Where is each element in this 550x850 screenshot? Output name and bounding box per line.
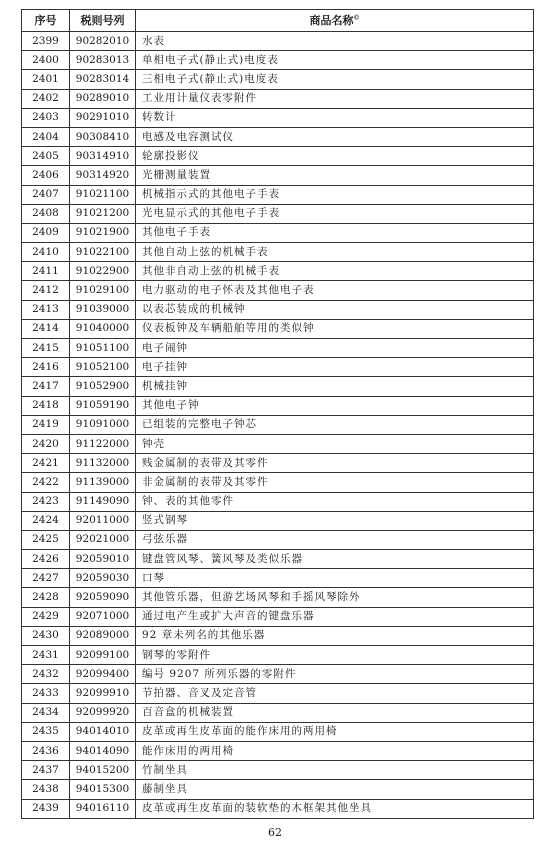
row-seq: 2415: [22, 339, 70, 358]
header-name: [136, 10, 534, 32]
row-code: 92059090: [70, 588, 136, 607]
row-seq: 2434: [22, 703, 70, 722]
row-code: 91059190: [70, 396, 136, 415]
table-row: [22, 454, 534, 473]
page-number: 62: [268, 826, 282, 839]
row-code: 94016110: [70, 799, 136, 818]
row-name: 编号 9207 所列乐器的零附件: [136, 665, 534, 684]
row-name: 光电显示式的其他电子手表: [136, 204, 534, 223]
table-row: [22, 646, 534, 665]
row-code: 94015200: [70, 761, 136, 780]
row-name: 转数计: [136, 108, 534, 127]
row-name: 机械指示式的其他电子手表: [136, 185, 534, 204]
row-name: 92 章未列名的其他乐器: [136, 626, 534, 645]
row-code: 91021100: [70, 185, 136, 204]
row-name: 竹制坐具: [136, 761, 534, 780]
row-code: 91039000: [70, 300, 136, 319]
row-seq: 2425: [22, 530, 70, 549]
row-name: 钟、表的其他零件: [136, 492, 534, 511]
table-row: [22, 607, 534, 626]
table-row: [22, 492, 534, 511]
table-row: [22, 223, 534, 242]
table-row: [22, 358, 534, 377]
table-row: [22, 377, 534, 396]
table-row: [22, 569, 534, 588]
row-seq: 2428: [22, 588, 70, 607]
row-name: 其他自动上弦的机械手表: [136, 243, 534, 262]
row-name: 百音盒的机械装置: [136, 703, 534, 722]
table-row: [22, 741, 534, 760]
row-code: 91021900: [70, 223, 136, 242]
row-seq: 2403: [22, 108, 70, 127]
row-code: 92089000: [70, 626, 136, 645]
table-row: [22, 51, 534, 70]
row-seq: 2435: [22, 722, 70, 741]
row-code: 90291010: [70, 108, 136, 127]
table-row: [22, 722, 534, 741]
row-code: 92099400: [70, 665, 136, 684]
row-code: 90289010: [70, 89, 136, 108]
row-seq: 2438: [22, 780, 70, 799]
row-name: 电子闹钟: [136, 339, 534, 358]
table-row: [22, 262, 534, 281]
row-code: 91051100: [70, 339, 136, 358]
row-name: 其他管乐器，但游艺场风琴和手摇风琴除外: [136, 588, 534, 607]
row-seq: 2431: [22, 646, 70, 665]
row-seq: 2439: [22, 799, 70, 818]
row-code: 91139000: [70, 473, 136, 492]
row-code: 91029100: [70, 281, 136, 300]
row-code: 94015300: [70, 780, 136, 799]
row-name: 钢琴的零附件: [136, 646, 534, 665]
row-name: 节拍器、音叉及定音管: [136, 684, 534, 703]
row-name: 贱金属制的表带及其零件: [136, 454, 534, 473]
row-name: 三相电子式(静止式)电度表: [136, 70, 534, 89]
row-name: 非金属制的表带及其零件: [136, 473, 534, 492]
row-name: 工业用计量仪表零附件: [136, 89, 534, 108]
row-code: 91052100: [70, 358, 136, 377]
table-row: [22, 243, 534, 262]
row-code: 91091000: [70, 415, 136, 434]
row-code: 94014090: [70, 741, 136, 760]
row-seq: 2437: [22, 761, 70, 780]
row-seq: 2414: [22, 319, 70, 338]
header-name-label: 商品名称: [309, 14, 354, 27]
row-seq: 2418: [22, 396, 70, 415]
row-seq: 2407: [22, 185, 70, 204]
table-row: [22, 300, 534, 319]
header-seq: 序号: [22, 10, 70, 32]
row-seq: 2404: [22, 127, 70, 146]
table-row: [22, 780, 534, 799]
table-row: [22, 684, 534, 703]
row-name: 轮廓投影仪: [136, 147, 534, 166]
table-row: [22, 434, 534, 453]
row-name: 已组装的完整电子钟芯: [136, 415, 534, 434]
table-row: [22, 32, 534, 51]
table-row: [22, 626, 534, 645]
row-seq: 2420: [22, 434, 70, 453]
row-code: 92059030: [70, 569, 136, 588]
row-seq: 2401: [22, 70, 70, 89]
row-seq: 2436: [22, 741, 70, 760]
row-seq: 2411: [22, 262, 70, 281]
row-name: 电感及电容测试仪: [136, 127, 534, 146]
row-code: 91122000: [70, 434, 136, 453]
table-row: [22, 511, 534, 530]
row-name: 口琴: [136, 569, 534, 588]
row-name: 其他电子钟: [136, 396, 534, 415]
row-code: 90283013: [70, 51, 136, 70]
table-header-row: [22, 10, 534, 32]
table-row: [22, 185, 534, 204]
row-name: 电子挂钟: [136, 358, 534, 377]
row-code: 91052900: [70, 377, 136, 396]
row-name: 以表芯装成的机械钟: [136, 300, 534, 319]
row-name: 机械挂钟: [136, 377, 534, 396]
row-code: 92021000: [70, 530, 136, 549]
row-seq: 2432: [22, 665, 70, 684]
row-code: 91149090: [70, 492, 136, 511]
row-seq: 2421: [22, 454, 70, 473]
row-name: 钟壳: [136, 434, 534, 453]
table-row: [22, 108, 534, 127]
table-row: [22, 281, 534, 300]
row-code: 92099100: [70, 646, 136, 665]
row-seq: 2417: [22, 377, 70, 396]
row-seq: 2422: [22, 473, 70, 492]
row-code: 92059010: [70, 550, 136, 569]
table-row: [22, 761, 534, 780]
row-seq: 2429: [22, 607, 70, 626]
header-name-note: ©: [353, 14, 360, 22]
table-row: [22, 147, 534, 166]
row-code: 92099920: [70, 703, 136, 722]
table-row: [22, 127, 534, 146]
row-code: 91021200: [70, 204, 136, 223]
row-name: 键盘管风琴、簧风琴及类似乐器: [136, 550, 534, 569]
row-seq: 2400: [22, 51, 70, 70]
row-code: 90283014: [70, 70, 136, 89]
table-row: [22, 473, 534, 492]
row-code: 92099910: [70, 684, 136, 703]
table-row: [22, 530, 534, 549]
row-name: 其他电子手表: [136, 223, 534, 242]
table-row: [22, 319, 534, 338]
row-code: 90314910: [70, 147, 136, 166]
row-name: 水表: [136, 32, 534, 51]
row-seq: 2408: [22, 204, 70, 223]
table-row: [22, 799, 534, 818]
row-name: 仪表板钟及车辆船舶等用的类似钟: [136, 319, 534, 338]
row-code: 91022100: [70, 243, 136, 262]
row-seq: 2410: [22, 243, 70, 262]
table-row: [22, 204, 534, 223]
row-name: 竖式钢琴: [136, 511, 534, 530]
table-row: [22, 550, 534, 569]
row-code: 91022900: [70, 262, 136, 281]
row-name: 单相电子式(静止式)电度表: [136, 51, 534, 70]
row-seq: 2416: [22, 358, 70, 377]
row-name: 其他非自动上弦的机械手表: [136, 262, 534, 281]
row-code: 90314920: [70, 166, 136, 185]
row-name: 皮革或再生皮革面的能作床用的两用椅: [136, 722, 534, 741]
row-name: 皮革或再生皮革面的装软垫的木框架其他坐具: [136, 799, 534, 818]
table-row: [22, 396, 534, 415]
row-code: 92011000: [70, 511, 136, 530]
row-code: 91132000: [70, 454, 136, 473]
row-name: 弓弦乐器: [136, 530, 534, 549]
row-seq: 2406: [22, 166, 70, 185]
row-seq: 2405: [22, 147, 70, 166]
header-code: 税则号列: [70, 10, 136, 32]
table-row: [22, 415, 534, 434]
tariff-table: [21, 9, 534, 819]
row-seq: 2399: [22, 32, 70, 51]
table-row: [22, 70, 534, 89]
row-seq: 2412: [22, 281, 70, 300]
row-seq: 2409: [22, 223, 70, 242]
row-seq: 2413: [22, 300, 70, 319]
row-seq: 2430: [22, 626, 70, 645]
row-code: 90282010: [70, 32, 136, 51]
row-code: 92071000: [70, 607, 136, 626]
table-row: [22, 89, 534, 108]
table-row: [22, 665, 534, 684]
table-row: [22, 339, 534, 358]
row-name: 电力驱动的电子怀表及其他电子表: [136, 281, 534, 300]
row-name: 能作床用的两用椅: [136, 741, 534, 760]
row-seq: 2433: [22, 684, 70, 703]
row-code: 90308410: [70, 127, 136, 146]
row-seq: 2402: [22, 89, 70, 108]
row-seq: 2427: [22, 569, 70, 588]
row-code: 94014010: [70, 722, 136, 741]
table-row: [22, 703, 534, 722]
row-seq: 2424: [22, 511, 70, 530]
row-code: 91040000: [70, 319, 136, 338]
table-row: [22, 588, 534, 607]
row-name: 光栅测量装置: [136, 166, 534, 185]
row-name: 通过电产生或扩大声音的键盘乐器: [136, 607, 534, 626]
row-seq: 2419: [22, 415, 70, 434]
row-seq: 2423: [22, 492, 70, 511]
row-name: 藤制坐具: [136, 780, 534, 799]
table-row: [22, 166, 534, 185]
row-seq: 2426: [22, 550, 70, 569]
